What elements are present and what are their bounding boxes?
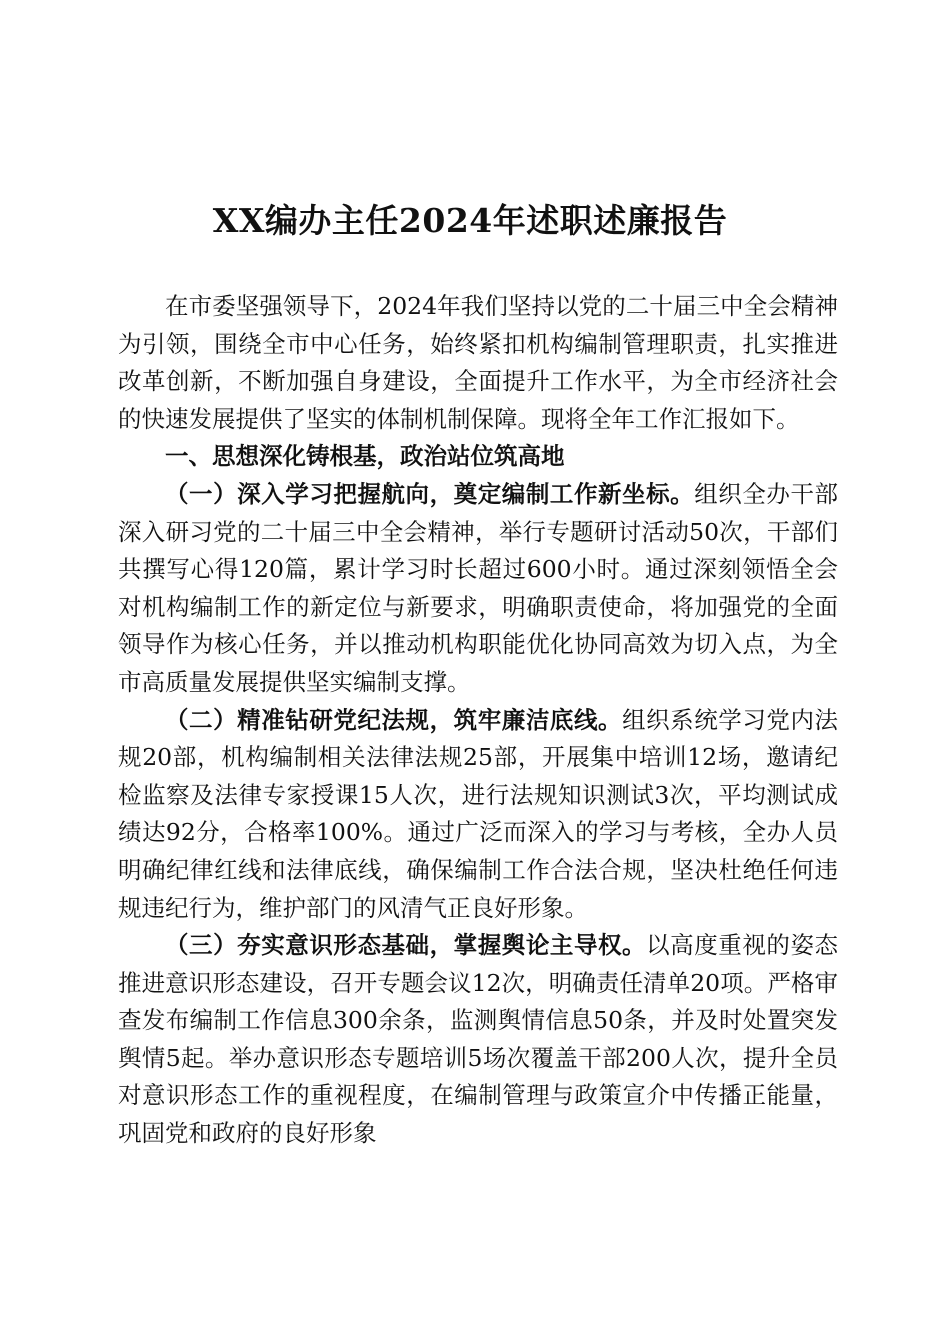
item-paragraph-1 [118,476,838,702]
item-text-3: 以高度重视的姿态推进意识形态建设，召开专题会议12次，明确责任清单20项。严格审查发布编制工作信息300余条，监测舆情信息50条，并及时处置突发舆情5起。举办意识形态专题培训5场次覆盖干部200人次，提升全员对意识形态工作的重视程度，在编制管理与政策宣介中传播正能量，巩固党和政府的良好形象 [118,931,839,1148]
item-lead-1: （一）深入学习把握航向，奠定编制工作新坐标。 [165,479,695,508]
item-paragraph-3 [118,927,838,1153]
section-heading: 一、思想深化铸根基，政治站位筑高地 [165,442,565,471]
intro-paragraph: 在市委坚强领导下，2024年我们坚持以党的二十届三中全会精神为引领，围绕全市中心任务，始终紧扣机构编制管理职责，扎实推进改革创新，不断加强自身建设，全面提升工作水平，为全市经济社会的快速发展提供了坚实的体制机制保障。现将全年工作汇报如下。 [118,292,838,433]
item-lead-2: （二）精准钻研党纪法规，筑牢廉洁底线。 [165,705,623,734]
item-text-1: 组织全办干部深入研习党的二十届三中全会精神，举行专题研讨活动50次，干部们共撰写心得120篇，累计学习时长超过600小时。通过深刻领悟全会对机构编制工作的新定位与新要求，明确职责使命，将加强党的全面领导作为核心任务，并以推动机构职能优化协同高效为切入点，为全市高质量发展提供坚实编制支撑。 [118,479,839,696]
document-title: XX编办主任2024年述职述廉报告 [212,201,728,240]
item-lead-3: （三）夯实意识形态基础，掌握舆论主导权。 [165,931,647,960]
document-body [118,288,838,1153]
item-text-2: 组织系统学习党内法规20部，机构编制相关法律法规25部，开展集中培训12场，邀请纪检监察及法律专家授课15人次，进行法规知识测试3次，平均测试成绩达92分，合格率100%。通过广泛而深入的学习与考核，全办人员明确纪律红线和法律底线，确保编制工作合法合规，坚决杜绝任何违规违纪行为，维护部门的风清气正良好形象。 [118,705,839,922]
item-paragraph-2 [118,702,838,928]
